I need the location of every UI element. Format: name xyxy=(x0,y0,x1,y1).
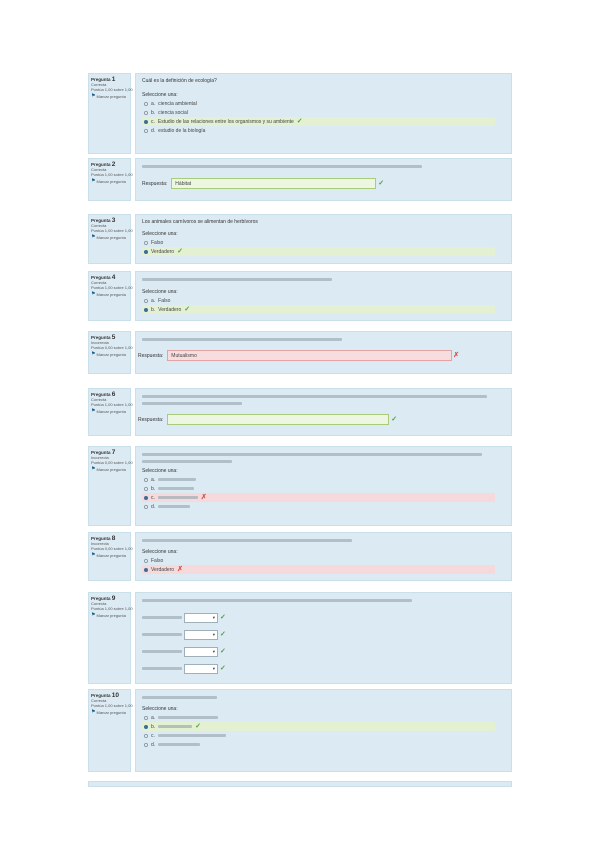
option-label: Verdadero xyxy=(151,566,175,573)
select-one-label: Seleccione una: xyxy=(142,706,178,712)
page-footer-strip xyxy=(88,781,512,787)
match-row xyxy=(142,646,505,657)
chevron-down-icon: ▾ xyxy=(212,648,215,654)
question-label: Pregunta xyxy=(91,275,111,280)
question-score: Puntúa 1,00 sobre 1,00 xyxy=(91,285,133,290)
flag-label: Marcar pregunta xyxy=(96,467,126,472)
question-info xyxy=(88,388,131,436)
radio-button[interactable] xyxy=(144,250,148,254)
question-info xyxy=(88,689,131,772)
radio-button[interactable] xyxy=(144,102,148,106)
question-label: Pregunta xyxy=(91,693,111,698)
radio-button[interactable] xyxy=(144,478,148,482)
question-prompt xyxy=(142,395,487,398)
flag-question-button[interactable] xyxy=(91,352,128,357)
question-number: 3 xyxy=(111,217,116,224)
option-letter: c. xyxy=(151,494,155,501)
question-label: Pregunta xyxy=(91,392,111,397)
option-d[interactable] xyxy=(142,502,495,511)
question-number: 8 xyxy=(111,535,116,542)
flag-label: Marcar pregunta xyxy=(96,710,126,715)
question-6 xyxy=(88,388,512,436)
question-5 xyxy=(88,331,512,374)
radio-button[interactable] xyxy=(144,505,148,509)
radio-button[interactable] xyxy=(144,308,148,312)
question-content xyxy=(135,158,512,201)
option-label: Verdadero xyxy=(151,248,175,255)
radio-button[interactable] xyxy=(144,241,148,245)
option-letter: b. xyxy=(151,306,156,313)
flag-question-button[interactable] xyxy=(91,613,128,618)
question-status: Correcta xyxy=(91,397,107,402)
match-select[interactable] xyxy=(184,613,218,623)
radio-button[interactable] xyxy=(144,716,148,720)
match-label xyxy=(142,633,182,636)
cross-icon: ✗ xyxy=(200,494,207,501)
option-true[interactable] xyxy=(142,247,495,256)
option-b[interactable] xyxy=(142,484,495,493)
option-label xyxy=(158,734,226,737)
question-number: 6 xyxy=(111,391,116,398)
radio-button[interactable] xyxy=(144,120,148,124)
match-row xyxy=(142,629,505,640)
question-9 xyxy=(88,592,512,684)
flag-question-button[interactable] xyxy=(91,292,128,297)
question-number: 2 xyxy=(111,161,116,168)
flag-label: Marcar pregunta xyxy=(96,235,126,240)
match-label xyxy=(142,667,182,670)
flag-label: Marcar pregunta xyxy=(96,352,126,357)
question-score: Puntúa 1,00 sobre 1,00 xyxy=(91,402,133,407)
option-letter: b. xyxy=(151,109,156,116)
question-label: Pregunta xyxy=(91,335,111,340)
option-letter: b. xyxy=(151,723,156,730)
question-prompt xyxy=(142,539,352,542)
chevron-down-icon: ▾ xyxy=(212,614,215,620)
select-one-label: Seleccione una: xyxy=(142,468,178,474)
chevron-down-icon: ▾ xyxy=(212,631,215,637)
question-prompt xyxy=(142,278,332,281)
question-prompt: Cuál es la definición de ecología? xyxy=(142,78,217,84)
question-status: Correcta xyxy=(91,698,107,703)
option-letter: a. xyxy=(151,476,156,483)
flag-question-button[interactable] xyxy=(91,179,128,184)
flag-label: Marcar pregunta xyxy=(96,613,126,618)
question-content xyxy=(135,388,512,436)
option-letter: d. xyxy=(151,741,156,748)
option-letter: a. xyxy=(151,297,156,304)
option-label: ciencia ambiental xyxy=(158,100,197,107)
option-letter: d. xyxy=(151,127,156,134)
question-status: Correcta xyxy=(91,167,107,172)
question-score: Puntúa 1,00 sobre 1,00 xyxy=(91,87,133,92)
question-prompt-line-2 xyxy=(142,460,232,463)
option-b[interactable] xyxy=(142,108,495,117)
question-number: 10 xyxy=(111,692,120,699)
flag-question-button[interactable] xyxy=(91,710,128,715)
question-3 xyxy=(88,214,512,264)
radio-button[interactable] xyxy=(144,568,148,572)
match-row xyxy=(142,663,505,674)
question-prompt xyxy=(142,696,217,699)
question-8 xyxy=(88,532,512,581)
answer-value: Mutualismo xyxy=(171,352,197,359)
question-label: Pregunta xyxy=(91,77,111,82)
check-icon: ✓ xyxy=(195,723,202,730)
flag-icon: ⚑ xyxy=(91,234,96,240)
answer-row xyxy=(142,178,384,189)
option-label xyxy=(158,743,200,746)
radio-button[interactable] xyxy=(144,559,148,563)
question-info xyxy=(88,532,131,581)
option-letter: d. xyxy=(151,503,156,510)
question-score: Puntúa 1,00 sobre 1,00 xyxy=(91,606,133,611)
question-status: Incorrecta xyxy=(91,455,109,460)
answer-label: Respuesta: xyxy=(142,180,168,187)
check-icon: ✓ xyxy=(296,118,303,125)
check-icon: ✓ xyxy=(220,631,226,638)
radio-button[interactable] xyxy=(144,734,148,738)
flag-icon: ⚑ xyxy=(91,178,96,184)
option-c[interactable] xyxy=(142,493,495,502)
answer-label: Respuesta: xyxy=(138,416,164,423)
option-true[interactable] xyxy=(142,565,495,574)
flag-icon: ⚑ xyxy=(91,552,96,558)
question-prompt: Los animales carnívoros se alimentan de herbívoros xyxy=(142,219,258,225)
question-content xyxy=(135,532,512,581)
option-label xyxy=(158,716,218,719)
radio-button[interactable] xyxy=(144,299,148,303)
answer-input[interactable] xyxy=(171,178,376,189)
question-info xyxy=(88,446,131,526)
question-score: Puntúa 0,00 sobre 1,00 xyxy=(91,345,133,350)
question-score: Puntúa 1,00 sobre 1,00 xyxy=(91,172,133,177)
question-score: Puntúa 1,00 sobre 1,00 xyxy=(91,228,133,233)
match-label xyxy=(142,650,182,653)
match-select[interactable] xyxy=(184,664,218,674)
radio-button[interactable] xyxy=(144,725,148,729)
question-content xyxy=(135,331,512,374)
flag-label: Marcar pregunta xyxy=(96,553,126,558)
match-select[interactable] xyxy=(184,647,218,657)
question-status: Incorrecta xyxy=(91,340,109,345)
question-score: Puntúa 0,00 sobre 1,00 xyxy=(91,460,133,465)
select-one-label: Seleccione una: xyxy=(142,549,178,555)
question-number: 9 xyxy=(111,595,116,602)
question-label: Pregunta xyxy=(91,162,111,167)
question-content xyxy=(135,73,512,154)
question-score: Puntúa 1,00 sobre 1,00 xyxy=(91,703,133,708)
option-a[interactable] xyxy=(142,475,495,484)
radio-button[interactable] xyxy=(144,487,148,491)
answer-label: Respuesta: xyxy=(138,352,164,359)
option-d[interactable] xyxy=(142,740,495,749)
check-icon: ✓ xyxy=(177,248,183,255)
option-b[interactable] xyxy=(142,722,495,731)
match-select[interactable] xyxy=(184,630,218,640)
question-info xyxy=(88,158,131,201)
option-label: Verdadero xyxy=(158,306,182,313)
radio-button[interactable] xyxy=(144,743,148,747)
question-info xyxy=(88,214,131,264)
option-label: Estudio de las relaciones entre los organismos y su ambiente xyxy=(157,118,294,125)
question-status: Correcta xyxy=(91,223,107,228)
question-label: Pregunta xyxy=(91,596,111,601)
flag-icon: ⚑ xyxy=(91,93,96,99)
check-icon: ✓ xyxy=(391,416,398,423)
question-prompt xyxy=(142,599,412,602)
question-content xyxy=(135,592,512,684)
answer-row xyxy=(138,414,397,425)
option-letter: c. xyxy=(151,732,155,739)
question-prompt xyxy=(142,338,342,341)
question-1 xyxy=(88,73,512,154)
check-icon: ✓ xyxy=(378,180,385,187)
select-one-label: Seleccione una: xyxy=(142,92,178,98)
flag-icon: ⚑ xyxy=(91,351,96,357)
question-number: 4 xyxy=(111,274,116,281)
radio-button[interactable] xyxy=(144,111,148,115)
question-status: Correcta xyxy=(91,280,107,285)
select-one-label: Seleccione una: xyxy=(142,231,178,237)
question-7 xyxy=(88,446,512,526)
flag-question-button[interactable] xyxy=(91,94,128,99)
question-content xyxy=(135,689,512,772)
flag-icon: ⚑ xyxy=(91,408,96,414)
option-false[interactable] xyxy=(142,238,495,247)
question-label: Pregunta xyxy=(91,218,111,223)
question-2 xyxy=(88,158,512,201)
check-icon: ✓ xyxy=(220,648,226,655)
answer-value: Hábitat xyxy=(175,180,192,187)
question-prompt xyxy=(142,165,422,168)
question-info xyxy=(88,271,131,321)
flag-icon: ⚑ xyxy=(91,466,96,472)
question-content xyxy=(135,446,512,526)
chevron-down-icon: ▾ xyxy=(212,665,215,671)
option-label: Falso xyxy=(151,557,164,564)
question-prompt-line-2 xyxy=(142,402,242,405)
option-a[interactable] xyxy=(142,99,495,108)
flag-icon: ⚑ xyxy=(91,291,96,297)
select-one-label: Seleccione una: xyxy=(142,289,178,295)
radio-button[interactable] xyxy=(144,496,148,500)
option-label xyxy=(158,505,190,508)
flag-label: Marcar pregunta xyxy=(96,94,126,99)
check-icon: ✓ xyxy=(184,306,191,313)
answer-row xyxy=(138,350,459,361)
answer-input[interactable] xyxy=(167,350,452,361)
question-label: Pregunta xyxy=(91,536,111,541)
question-score: Puntúa 0,00 sobre 1,00 xyxy=(91,546,133,551)
check-icon: ✓ xyxy=(220,614,226,621)
option-label xyxy=(158,725,192,728)
option-label xyxy=(158,487,194,490)
check-icon: ✓ xyxy=(220,665,226,672)
question-status: Incorrecta xyxy=(91,541,109,546)
question-number: 7 xyxy=(111,449,116,456)
question-info xyxy=(88,592,131,684)
question-status: Correcta xyxy=(91,82,107,87)
option-a[interactable] xyxy=(142,296,495,305)
question-info xyxy=(88,331,131,374)
question-content xyxy=(135,271,512,321)
option-label xyxy=(158,496,198,499)
option-label: Falso xyxy=(158,297,171,304)
question-number: 5 xyxy=(111,334,116,341)
match-label xyxy=(142,616,182,619)
option-b[interactable] xyxy=(142,305,495,314)
radio-button[interactable] xyxy=(144,129,148,133)
option-label: estudio de la biología xyxy=(158,127,206,134)
flag-label: Marcar pregunta xyxy=(96,409,126,414)
option-letter: a. xyxy=(151,100,156,107)
question-10 xyxy=(88,689,512,772)
option-d[interactable] xyxy=(142,126,495,135)
question-prompt xyxy=(142,453,482,456)
flag-question-button[interactable] xyxy=(91,553,128,558)
cross-icon: ✗ xyxy=(453,352,460,359)
question-status: Correcta xyxy=(91,601,107,606)
question-content xyxy=(135,214,512,264)
option-label: ciencia social xyxy=(158,109,188,116)
option-c[interactable] xyxy=(142,731,495,740)
option-letter: a. xyxy=(151,714,156,721)
question-4 xyxy=(88,271,512,321)
question-label: Pregunta xyxy=(91,450,111,455)
option-a[interactable] xyxy=(142,713,495,722)
option-label: Falso xyxy=(151,239,164,246)
flag-icon: ⚑ xyxy=(91,709,96,715)
question-info xyxy=(88,73,131,154)
flag-label: Marcar pregunta xyxy=(96,179,126,184)
option-label xyxy=(158,478,196,481)
flag-question-button[interactable] xyxy=(91,467,128,472)
answer-input[interactable] xyxy=(167,414,389,425)
option-c[interactable] xyxy=(142,117,495,126)
option-false[interactable] xyxy=(142,556,495,565)
option-letter: b. xyxy=(151,485,156,492)
match-row xyxy=(142,612,505,623)
question-number: 1 xyxy=(111,76,116,83)
cross-icon: ✗ xyxy=(177,566,183,573)
flag-question-button[interactable] xyxy=(91,235,128,240)
flag-label: Marcar pregunta xyxy=(96,292,126,297)
flag-icon: ⚑ xyxy=(91,612,96,618)
flag-question-button[interactable] xyxy=(91,409,128,414)
option-letter: c. xyxy=(151,118,155,125)
